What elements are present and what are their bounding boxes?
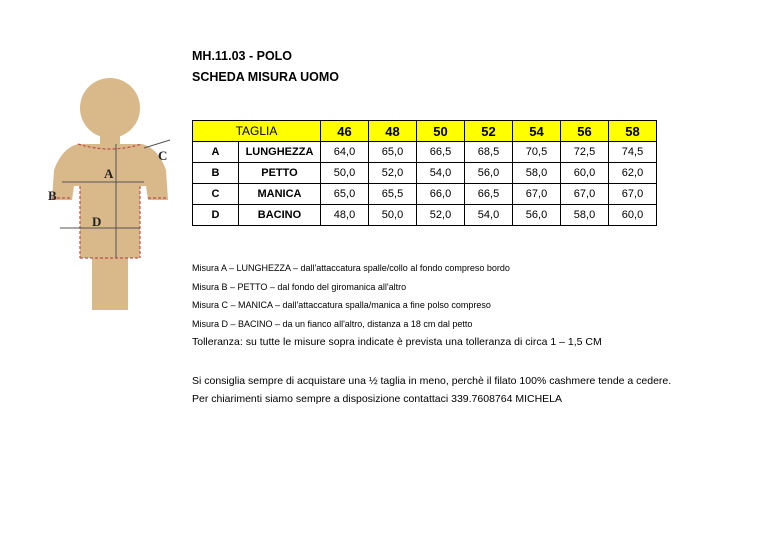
measure-value: 60,0	[609, 205, 657, 226]
measure-value: 58,0	[513, 163, 561, 184]
size-header: 48	[369, 121, 417, 142]
table-row	[193, 142, 657, 163]
measure-value: 68,5	[465, 142, 513, 163]
size-header: 52	[465, 121, 513, 142]
figure-label-a: A	[104, 166, 114, 181]
document-title: MH.11.03 - POLO	[192, 49, 293, 63]
garment-measurement-figure	[40, 78, 200, 313]
measure-value: 56,0	[465, 163, 513, 184]
measure-value: 74,5	[609, 142, 657, 163]
size-header: 56	[561, 121, 609, 142]
figure-label-c: C	[158, 148, 168, 163]
note-measure-c: Misura C – MANICA – dall'attaccatura spalla/manica a fine polso compreso	[192, 300, 491, 310]
measure-name: LUNGHEZZA	[239, 142, 321, 163]
measure-value: 64,0	[321, 142, 369, 163]
measure-value: 52,0	[417, 205, 465, 226]
figure-label-d: D	[92, 214, 102, 229]
measure-value: 66,5	[417, 142, 465, 163]
note-measure-a: Misura A – LUNGHEZZA – dall'attaccatura spalle/collo al fondo compreso bordo	[192, 263, 510, 273]
figure-label-b: B	[48, 188, 57, 203]
measure-value: 66,0	[417, 184, 465, 205]
measure-value: 70,5	[513, 142, 561, 163]
measure-name: PETTO	[239, 163, 321, 184]
measure-value: 65,0	[369, 142, 417, 163]
size-header: 46	[321, 121, 369, 142]
measure-value: 58,0	[561, 205, 609, 226]
document-subtitle: SCHEDA MISURA UOMO	[192, 70, 339, 84]
measure-letter: C	[193, 184, 239, 205]
measure-value: 67,0	[609, 184, 657, 205]
measure-letter: A	[193, 142, 239, 163]
table-row	[193, 163, 657, 184]
tolerance-note: Tolleranza: su tutte le misure sopra indicate è prevista una tolleranza di circa 1 – 1,5 CM	[192, 336, 602, 348]
measure-value: 62,0	[609, 163, 657, 184]
measure-value: 72,5	[561, 142, 609, 163]
note-measure-d: Misura D – BACINO – da un fianco all'altro, distanza a 18 cm dal petto	[192, 319, 473, 329]
measure-value: 67,0	[561, 184, 609, 205]
measure-value: 65,5	[369, 184, 417, 205]
measure-value: 54,0	[465, 205, 513, 226]
measure-letter: B	[193, 163, 239, 184]
size-header: 58	[609, 121, 657, 142]
measure-value: 48,0	[321, 205, 369, 226]
sizing-advice: Si consiglia sempre di acquistare una ½ taglia in meno, perchè il filato 100% cashmere tende a cedere.	[192, 375, 672, 387]
measure-value: 66,5	[465, 184, 513, 205]
contact-info: Per chiarimenti siamo sempre a disposizione contattaci 339.7608764 MICHELA	[192, 393, 563, 405]
body-silhouette	[52, 78, 168, 310]
measure-value: 56,0	[513, 205, 561, 226]
measure-name: BACINO	[239, 205, 321, 226]
taglia-header: TAGLIA	[193, 121, 321, 142]
note-measure-b: Misura B – PETTO – dal fondo del giromanica all'altro	[192, 282, 407, 292]
measure-value: 52,0	[369, 163, 417, 184]
size-header: 54	[513, 121, 561, 142]
measure-value: 65,0	[321, 184, 369, 205]
size-chart-table	[192, 120, 657, 226]
size-header: 50	[417, 121, 465, 142]
measure-value: 60,0	[561, 163, 609, 184]
measure-value: 54,0	[417, 163, 465, 184]
measure-value: 50,0	[321, 163, 369, 184]
table-header-row	[193, 121, 657, 142]
measure-letter: D	[193, 205, 239, 226]
table-row	[193, 205, 657, 226]
table-row	[193, 184, 657, 205]
measure-name: MANICA	[239, 184, 321, 205]
measure-value: 67,0	[513, 184, 561, 205]
measure-value: 50,0	[369, 205, 417, 226]
